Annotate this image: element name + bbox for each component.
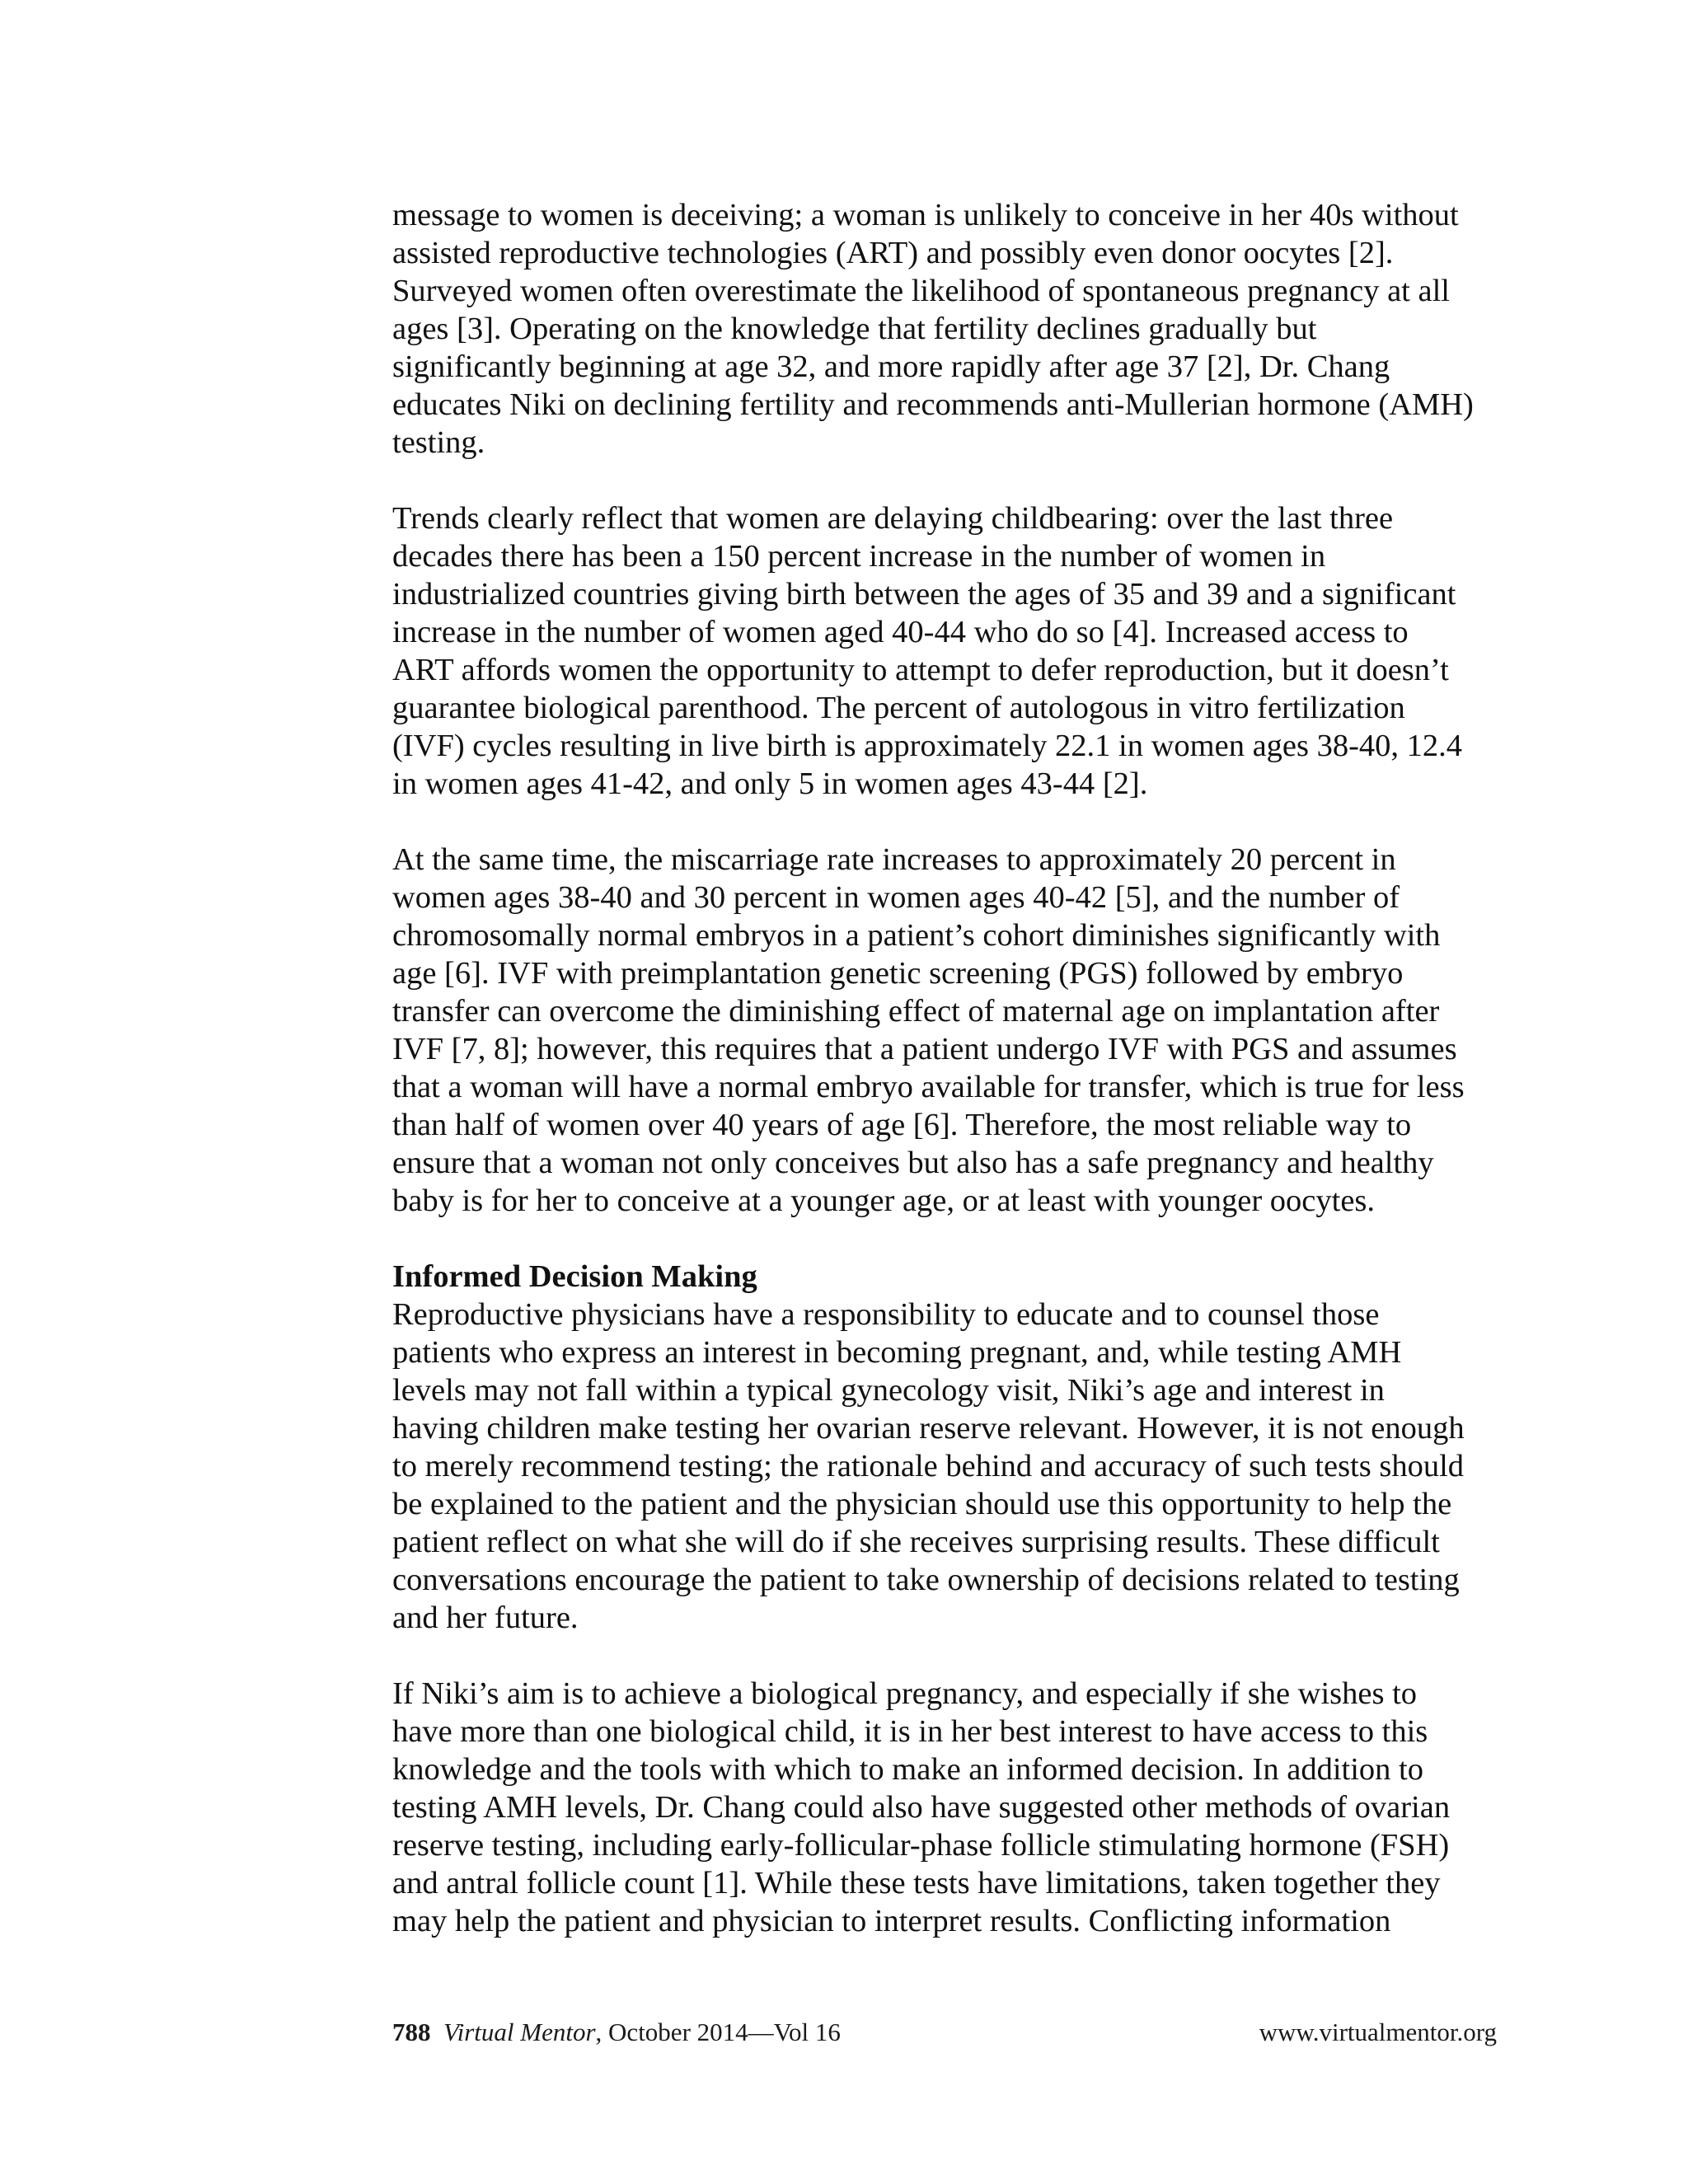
text-line: and her future.	[392, 1601, 579, 1635]
text-line: women ages 38-40 and 30 percent in women ages 40-42 [5], and the number of	[392, 880, 1400, 915]
text-line: If Niki’s aim is to achieve a biological pregnancy, and especially if she wishes to	[392, 1676, 1418, 1711]
page-number: 788	[392, 2018, 431, 2046]
footer-url: www.virtualmentor.org	[1259, 2018, 1497, 2046]
text-line: have more than one biological child, it is in her best interest to have access to this	[392, 1714, 1428, 1749]
text-line: transfer can overcome the diminishing effect of maternal age on implantation after	[392, 994, 1440, 1029]
text-line: ART affords women the opportunity to attempt to defer reproduction, but it doesn’t	[392, 653, 1449, 687]
text-line: assisted reproductive technologies (ART) and possibly even donor oocytes [2].	[392, 236, 1394, 270]
text-line: baby is for her to conceive at a younger age, or at least with younger oocytes.	[392, 1183, 1376, 1218]
text-line: that a woman will have a normal embryo available for transfer, which is true for less	[392, 1070, 1465, 1104]
page-footer	[392, 2018, 1497, 2047]
text-line: (IVF) cycles resulting in live birth is approximately 22.1 in women ages 38-40, 12.4	[392, 729, 1463, 763]
text-line: conversations encourage the patient to take ownership of decisions related to testing	[392, 1563, 1460, 1597]
text-line: be explained to the patient and the physician should use this opportunity to help the	[392, 1487, 1452, 1521]
text-line: ensure that a woman not only conceives but also has a safe pregnancy and healthy	[392, 1146, 1434, 1180]
text-line: chromosomally normal embryos in a patient’s cohort diminishes significantly with	[392, 918, 1441, 953]
text-line: patient reflect on what she will do if she receives surprising results. These difficult	[392, 1525, 1440, 1559]
text-line: Reproductive physicians have a responsibility to educate and to counsel those	[392, 1297, 1380, 1332]
text-line: message to women is deceiving; a woman is unlikely to conceive in her 40s without	[392, 198, 1459, 232]
text-line: significantly beginning at age 32, and more rapidly after age 37 [2], Dr. Chang	[392, 349, 1390, 384]
text-line: educates Niki on declining fertility and recommends anti-Mullerian hormone (AMH)	[392, 387, 1474, 422]
text-line: At the same time, the miscarriage rate increases to approximately 20 percent in	[392, 842, 1396, 877]
text-line: in women ages 41-42, and only 5 in women ages 43-44 [2].	[392, 766, 1148, 801]
text-line: and antral follicle count [1]. While these tests have limitations, taken together they	[392, 1866, 1441, 1900]
article-body	[392, 196, 1497, 1978]
text-line: ages [3]. Operating on the knowledge that fertility declines gradually but	[392, 312, 1317, 346]
text-line: decades there has been a 150 percent increase in the number of women in	[392, 539, 1326, 574]
paragraph-5	[392, 1675, 1497, 1940]
text-line: knowledge and the tools with which to make an informed decision. In addition to	[392, 1752, 1423, 1787]
text-line: levels may not fall within a typical gynecology visit, Niki’s age and interest in	[392, 1373, 1385, 1408]
text-line: having children make testing her ovarian reserve relevant. However, it is not enough	[392, 1411, 1465, 1446]
paragraph-1	[392, 196, 1497, 462]
section-heading: Informed Decision Making	[392, 1259, 757, 1294]
text-line: industrialized countries giving birth between the ages of 35 and 39 and a significant	[392, 577, 1456, 612]
paragraph-2	[392, 499, 1497, 803]
text-line: to merely recommend testing; the rationale behind and accuracy of such tests should	[392, 1449, 1465, 1483]
text-line: age [6]. IVF with preimplantation genetic screening (PGS) followed by embryo	[392, 956, 1404, 991]
paragraph-3	[392, 841, 1497, 1220]
section-informed-decision-making	[392, 1258, 1497, 1637]
text-line: increase in the number of women aged 40-44 who do so [4]. Increased access to	[392, 615, 1409, 649]
text-line: testing.	[392, 425, 485, 460]
text-line: than half of women over 40 years of age [6]. Therefore, the most reliable way to	[392, 1108, 1412, 1142]
issue-info: , October 2014—Vol 16	[595, 2018, 841, 2046]
text-line: may help the patient and physician to interpret results. Conflicting information	[392, 1904, 1391, 1938]
text-line: patients who express an interest in becoming pregnant, and, while testing AMH	[392, 1335, 1402, 1370]
text-line: guarantee biological parenthood. The percent of autologous in vitro fertilization	[392, 691, 1405, 725]
text-line: testing AMH levels, Dr. Chang could also have suggested other methods of ovarian	[392, 1790, 1451, 1825]
text-line: Trends clearly reflect that women are delaying childbearing: over the last three	[392, 501, 1394, 536]
text-line: reserve testing, including early-follicular-phase follicle stimulating hormone (FSH)	[392, 1828, 1450, 1863]
text-line: Surveyed women often overestimate the likelihood of spontaneous pregnancy at all	[392, 274, 1450, 308]
text-line: IVF [7, 8]; however, this requires that a patient undergo IVF with PGS and assumes	[392, 1032, 1457, 1066]
journal-title: Virtual Mentor	[443, 2018, 596, 2046]
